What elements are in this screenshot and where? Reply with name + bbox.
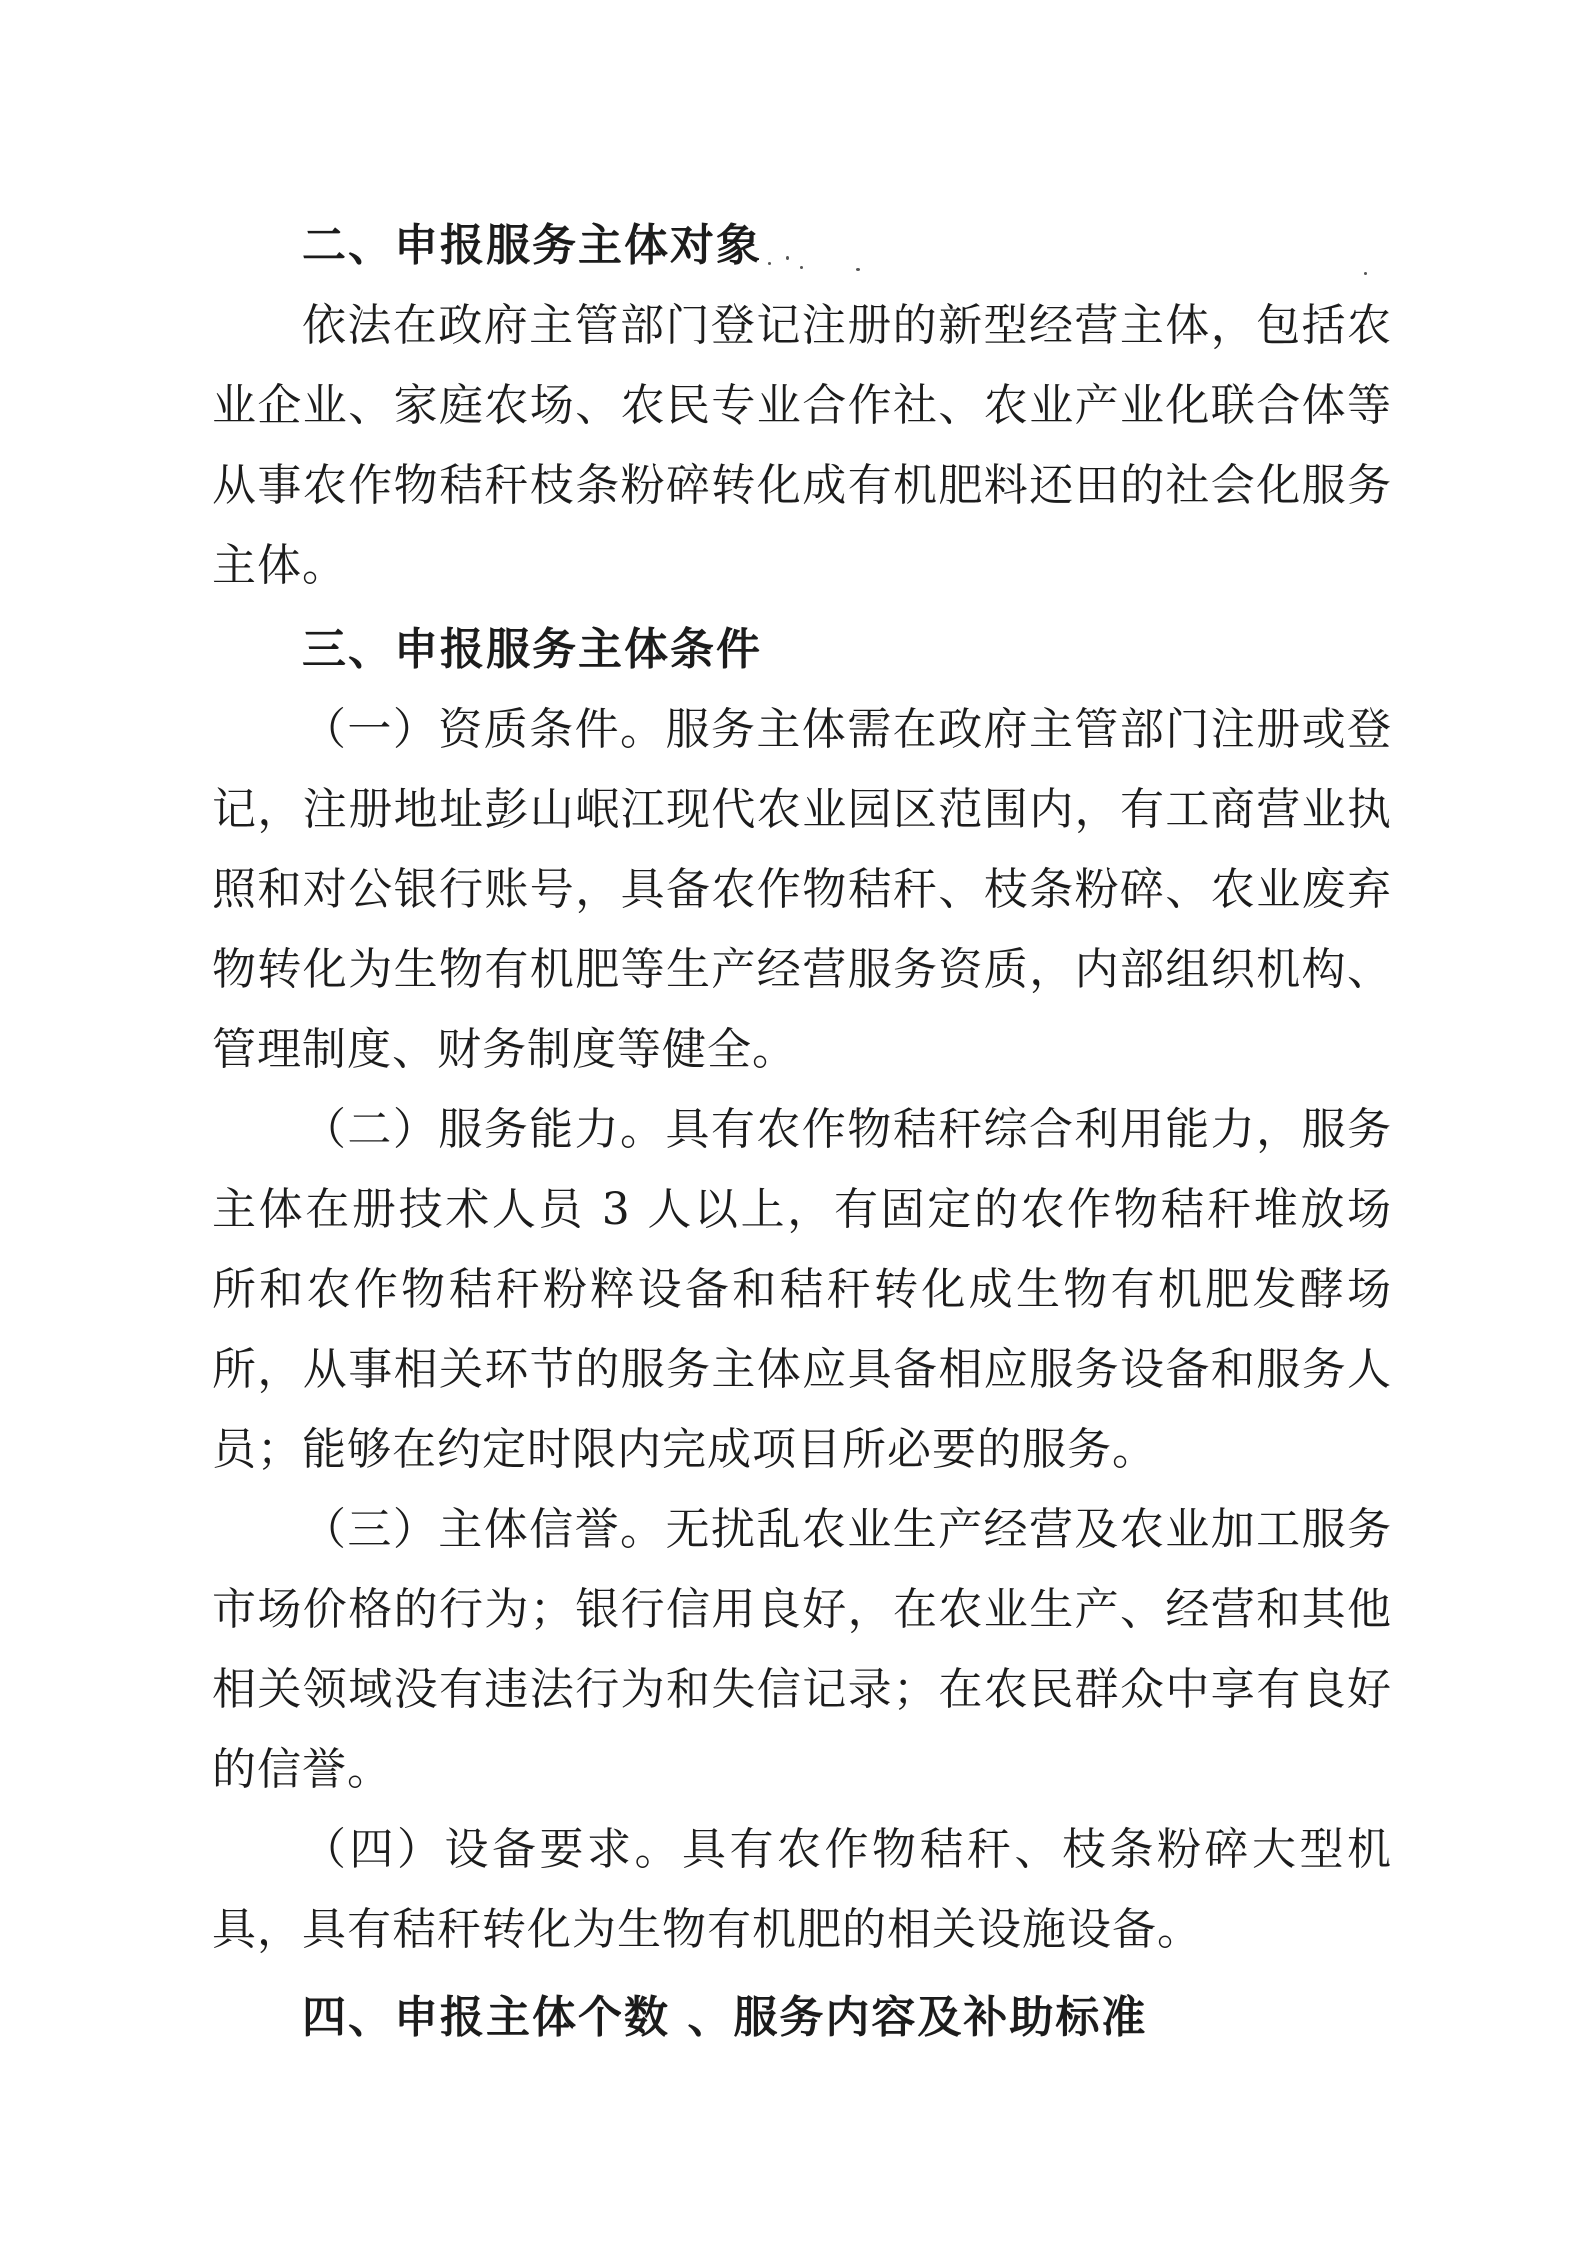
section-2-body: 依法在政府主管部门登记注册的新型经营主体，包括农业企业、家庭农场、农民专业合作社、农业产业化联合体等从事农作物秸秆枝条粉碎转化成有机肥料还田的社会化服务主体。 xyxy=(212,300,1392,591)
service-capability-paragraph: （二）服务能力。具有农作物秸秆综合利用能力，服务主体在册技术人员 3 人以上，有固定的农作物秸秆堆放场所和农作物秸秆粉粹设备和秸秆转化成生物有机肥发酵场所，从事相关环节的服务主体应具备相应服务设备和服务人员；能够在约定时限内完成项目所必要的服务。 xyxy=(212,1104,1392,1475)
section-2-heading: 二、申报服务主体对象 xyxy=(302,220,762,271)
credibility-paragraph: （三）主体信誉。无扰乱农业生产经营及农业加工服务市场价格的行为；银行信用良好，在农业生产、经营和其他相关领域没有违法行为和失信记录；在农民群众中享有良好的信誉。 xyxy=(212,1504,1392,1795)
section-3-heading: 三、申报服务主体条件 xyxy=(302,624,762,675)
document-body xyxy=(212,206,1392,2058)
qualification-paragraph: （一）资质条件。服务主体需在政府主管部门注册或登记，注册地址彭山岷江现代农业园区范围内，有工商营业执照和对公银行账号，具备农作物秸秆、枝条粉碎、农业废弃物转化为生物有机肥等生产经营服务资质，内部组织机构、管理制度、财务制度等健全。 xyxy=(212,704,1392,1075)
equipment-paragraph: （四）设备要求。具有农作物秸秆、枝条粉碎大型机具，具有秸秆转化为生物有机肥的相关设施设备。 xyxy=(212,1824,1392,1955)
section-4-heading: 四、申报主体个数 、服务内容及补助标准 xyxy=(302,1992,1148,2043)
